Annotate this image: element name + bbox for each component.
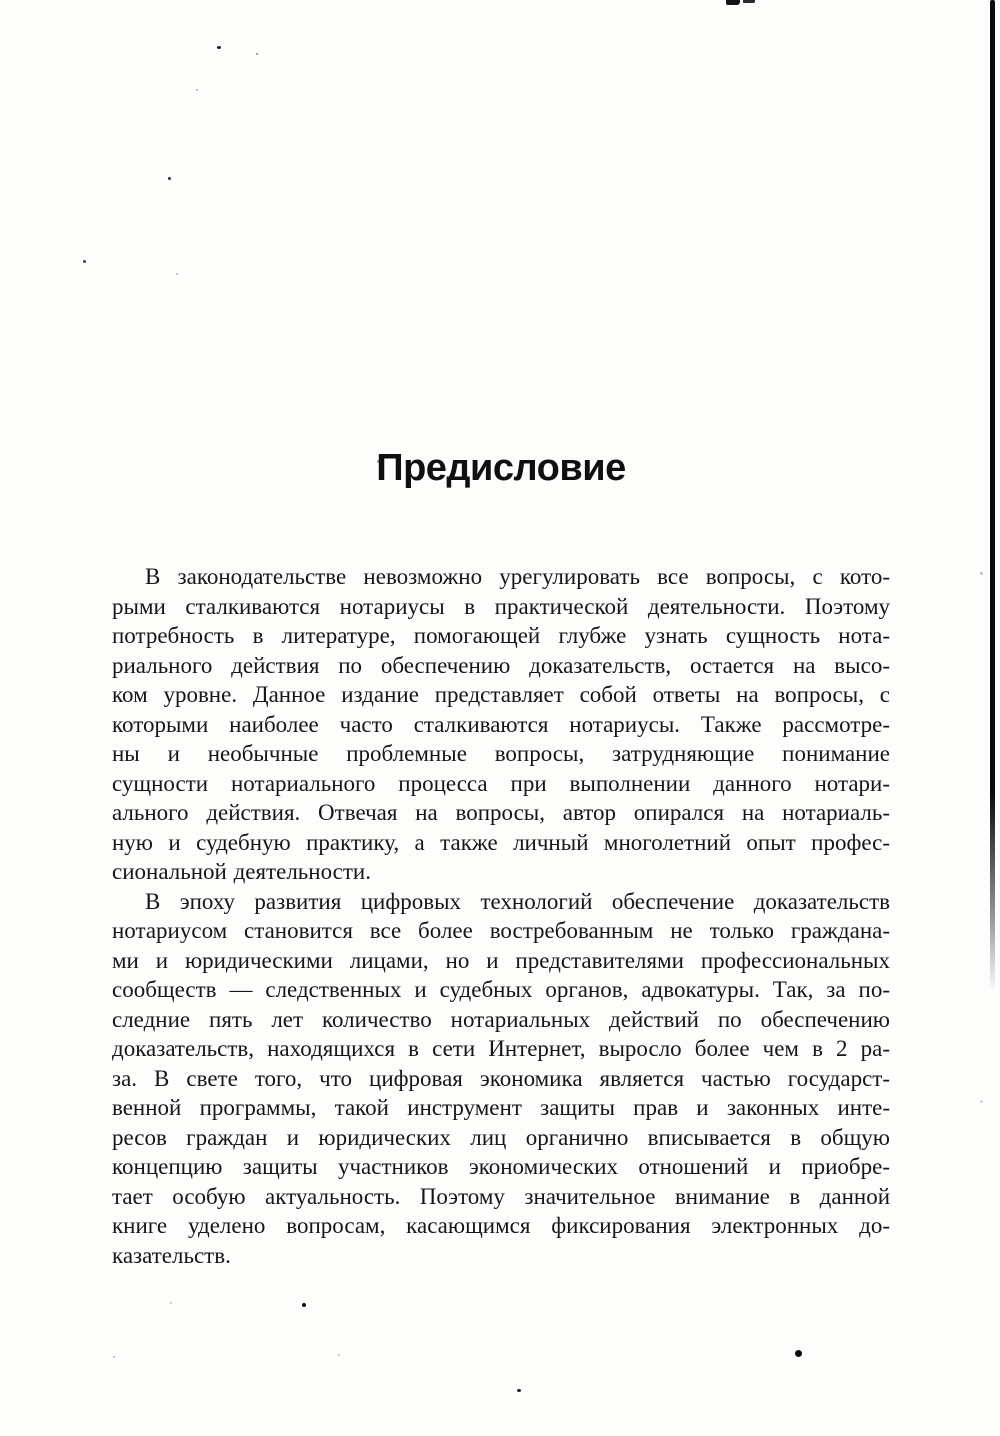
page-title: Предисловие [376, 447, 626, 489]
scan-speck [338, 1354, 340, 1356]
scan-mark [726, 0, 740, 5]
scan-speck [170, 1302, 172, 1304]
scan-edge-line [990, 0, 995, 992]
text-line: казательств. [112, 1242, 231, 1268]
text-line: книге уделено вопросам, касающимся фиксирования электронных до- [112, 1213, 890, 1238]
text-line: сиональной деятельности. [112, 859, 371, 884]
text-line: венной программы, такой инструмент защиты прав и законных инте- [112, 1095, 890, 1120]
scan-speck [980, 572, 983, 575]
scan-speck [83, 260, 86, 263]
text-line: нотариусом становится все более востребованным не только граждана- [112, 918, 890, 943]
scan-speck [196, 89, 198, 91]
text-line: ком уровне. Данное издание представляет собой ответы на вопросы, с [112, 682, 890, 707]
text-line: ального действия. Отвечая на вопросы, автор опирался на нотариаль- [112, 800, 890, 825]
text-line: В эпоху развития цифровых технологий обеспечение доказательств [145, 888, 890, 914]
text-line: тает особую актуальность. Поэтому значительное внимание в данной [112, 1183, 890, 1209]
text-line: следние пять лет количество нотариальных действий по обеспечению [112, 1006, 890, 1032]
page-body [112, 562, 890, 1270]
scan-speck [176, 273, 178, 275]
scan-speck [980, 1100, 983, 1103]
scan-speck [168, 177, 171, 180]
text-line: концепцию защиты участников экономических отношений и приобре- [112, 1154, 890, 1179]
scan-speck [517, 1389, 521, 1392]
text-line: ны и необычные проблемные вопросы, затрудняющие понимание [112, 741, 890, 766]
text-line: ми и юридическими лицами, но и представителями профессиональных [112, 947, 890, 973]
text-line: В законодательстве невозможно урегулировать все вопросы, с кото- [145, 564, 890, 589]
text-line: ресов граждан и юридических лиц органично вписывается в общую [112, 1124, 890, 1150]
text-line: риального действия по обеспечению доказательств, остается на высо- [112, 652, 890, 678]
text-line: за. В свете того, что цифровая экономика является частью государст- [112, 1065, 890, 1091]
text-line: рыми сталкиваются нотариусы в практической деятельности. Поэтому [112, 593, 890, 619]
text-line: сущности нотариального процесса при выполнении данного нотари- [112, 770, 890, 796]
scan-speck [302, 1303, 306, 1307]
scan-speck [113, 1356, 115, 1358]
text-line: ную и судебную практику, а также личный многолетний опыт профес- [112, 829, 890, 855]
scan-speck [217, 46, 221, 49]
scan-speck [795, 1350, 802, 1357]
text-line: доказательств, находящихся в сети Интернет, выросло более чем в 2 ра- [112, 1036, 890, 1061]
paragraph-1 [112, 562, 890, 887]
text-line: сообществ — следственных и судебных органов, адвокатуры. Так, за по- [112, 977, 890, 1002]
scan-speck [256, 53, 258, 55]
text-line: потребность в литературе, помогающей глубже узнать сущность нота- [112, 623, 890, 648]
paragraph-2 [112, 887, 890, 1271]
text-line: которыми наиболее часто сталкиваются нотариусы. Также рассмотре- [112, 711, 890, 737]
